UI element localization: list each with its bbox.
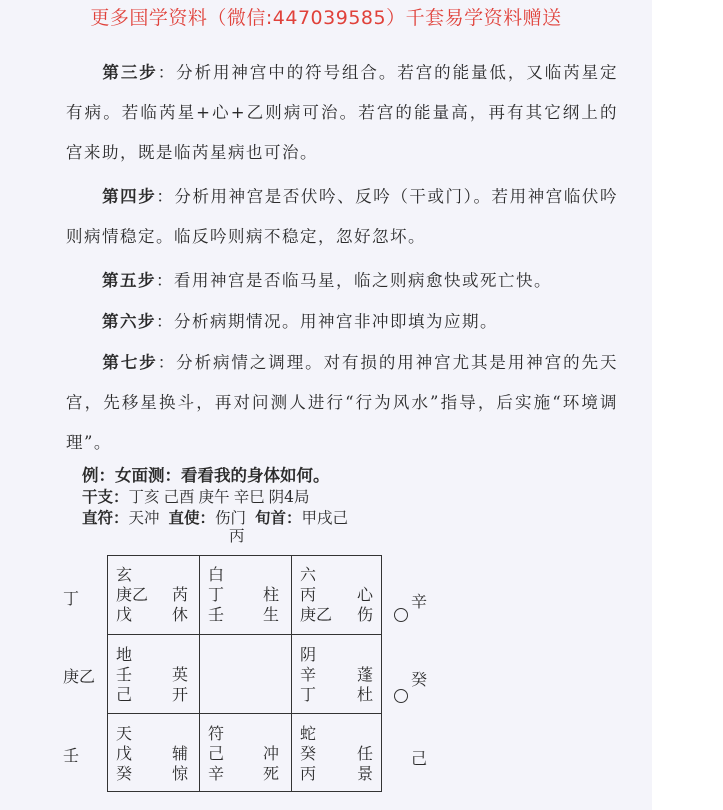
step-7-paragraph: [66, 343, 618, 463]
horse-star-circle-icon: [394, 608, 408, 622]
step-text: ：看用神宫是否临马星，临之则病愈快或死亡快。: [156, 271, 552, 290]
step-text: ：分析用神宫是否伏吟、反吟（干或门）。若用神宫临伏吟则病情稳定。临反吟则病不稳定，忽好忽坏。: [66, 187, 619, 246]
step-5-paragraph: [66, 261, 618, 301]
example-ganzhi-line: 干支：丁亥 己酉 庚午 辛巳 阴4局: [82, 487, 310, 506]
palace-shen: 符: [208, 724, 225, 743]
palace-di: 丙: [300, 764, 317, 783]
palace-star: 蓬: [357, 665, 374, 684]
palace-tian: 丁: [208, 585, 225, 604]
palace-door: 惊: [172, 764, 189, 783]
palace-shen: 六: [300, 565, 317, 584]
palace-tian: 丙: [300, 585, 317, 604]
palace-di: 庚乙: [300, 605, 333, 624]
step-text: ：分析病期情况。用神宫非冲即填为应期。: [156, 312, 498, 331]
example-zhifu-line: 直符：天冲 直使：伤门 旬首：甲戌己: [82, 508, 348, 527]
grid-divider: [108, 634, 381, 635]
palace-shen: 地: [116, 645, 133, 664]
palace-di: 癸: [116, 764, 133, 783]
step-text: ：分析用神宫中的符号组合。若宫的能量低，又临芮星定有病。若临芮星+心+乙则病可治。若宫的能量高，再有其它纲上的宫来助，既是临芮星病也可治。: [66, 63, 619, 162]
palace-shen: 蛇: [300, 724, 317, 743]
palace-star: 芮: [172, 585, 189, 604]
example-title: 例：女面测：看看我的身体如何。: [82, 466, 330, 485]
palace-di: 辛: [208, 764, 225, 783]
outer-right-label: 癸: [411, 670, 428, 689]
page-margin: [652, 0, 723, 810]
palace-tian: 辛: [300, 665, 317, 684]
qimen-chart-grid: [107, 555, 382, 792]
palace-star: 英: [172, 665, 189, 684]
palace-tian: 癸: [300, 744, 317, 763]
palace-door: 伤: [357, 605, 374, 624]
watermark-text: 更多国学资料（微信:447039585）千套易学资料赠送: [90, 7, 562, 29]
step-label: 第三步: [102, 63, 158, 82]
step-4-paragraph: [66, 177, 618, 257]
chart-top-stem: 丙: [229, 527, 245, 545]
palace-door: 休: [172, 605, 189, 624]
palace-shen: 玄: [116, 565, 133, 584]
outer-left-label: 丁: [63, 589, 80, 608]
palace-star: 任: [357, 744, 374, 763]
palace-star: 心: [357, 585, 374, 604]
palace-shen: 白: [208, 565, 225, 584]
palace-shen: 天: [116, 724, 133, 743]
palace-door: 生: [263, 605, 280, 624]
outer-left-label: 庚乙: [63, 667, 96, 686]
palace-di: 戊: [116, 605, 133, 624]
outer-right-label: 己: [411, 749, 428, 768]
palace-tian: 壬: [116, 665, 133, 684]
step-label: 第五步: [102, 271, 156, 290]
grid-divider: [108, 713, 381, 714]
palace-door: 杜: [357, 685, 374, 704]
grid-divider: [291, 556, 292, 791]
palace-door: 开: [172, 685, 189, 704]
palace-door: 死: [263, 764, 280, 783]
palace-tian: 己: [208, 744, 225, 763]
step-label: 第四步: [102, 187, 157, 206]
step-6-paragraph: [66, 302, 618, 342]
palace-shen: 阴: [300, 645, 317, 664]
palace-star: 柱: [263, 585, 280, 604]
step-text: ：分析病情之调理。对有损的用神宫尤其是用神宫的先天宫，先移星换斗，再对问测人进行“行为风水”指导，后实施“环境调理”。: [66, 353, 619, 452]
step-label: 第七步: [102, 353, 158, 372]
outer-right-label: 辛: [411, 592, 428, 611]
palace-di: 己: [116, 685, 133, 704]
palace-di: 壬: [208, 605, 225, 624]
palace-tian: 戊: [116, 744, 133, 763]
palace-door: 景: [357, 764, 374, 783]
palace-star: 冲: [263, 744, 280, 763]
palace-tian: 庚乙: [116, 585, 149, 604]
palace-star: 辅: [172, 744, 189, 763]
horse-star-circle-icon: [394, 689, 408, 703]
outer-left-label: 壬: [63, 746, 80, 765]
step-label: 第六步: [102, 312, 156, 331]
grid-divider: [199, 556, 200, 791]
step-3-paragraph: [66, 53, 618, 173]
palace-di: 丁: [300, 685, 317, 704]
